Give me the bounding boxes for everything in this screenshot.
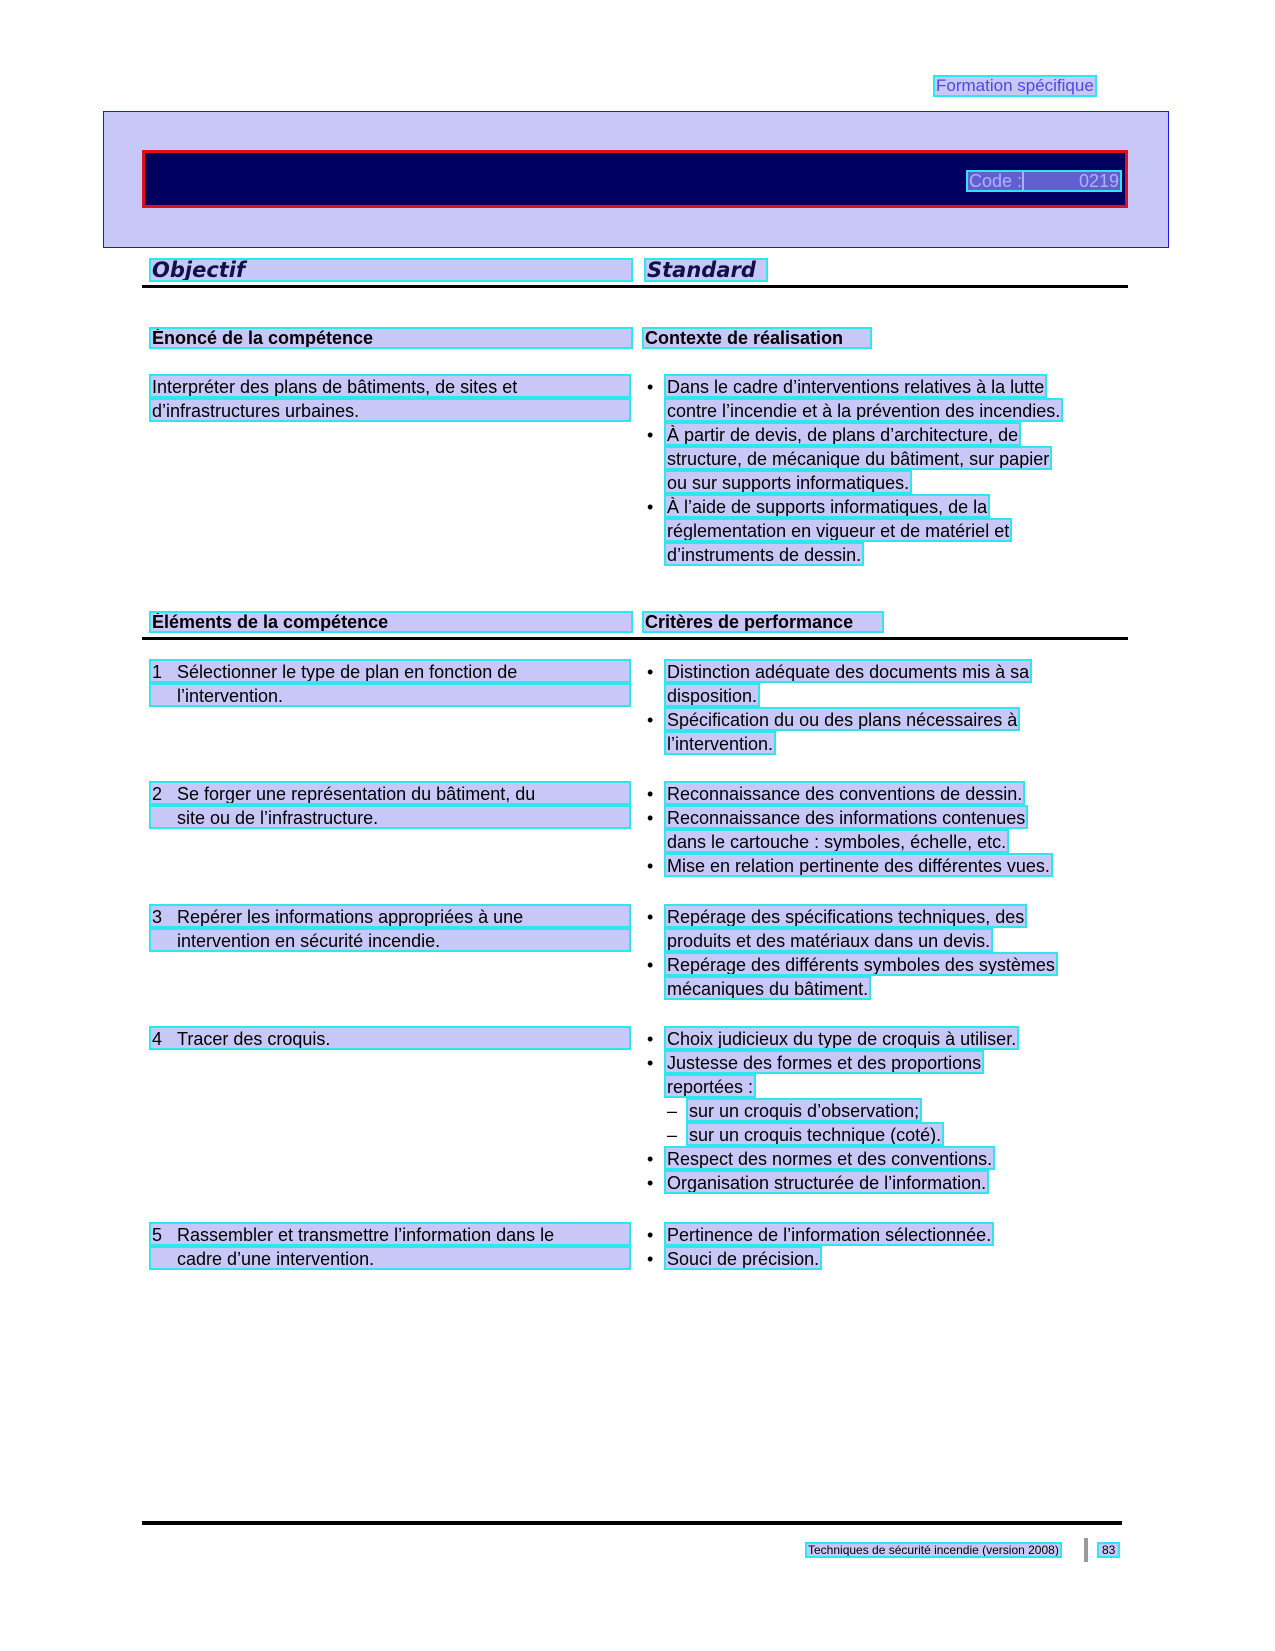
page-number: 83	[1098, 1543, 1119, 1557]
context-line: Dans le cadre d’interventions relatives à la lutte	[667, 377, 1045, 397]
criterion-item	[645, 1027, 1018, 1049]
element-text: Tracer des croquis.	[177, 1029, 331, 1049]
criterion-item	[645, 660, 1031, 706]
criterion-line: Justesse des formes et des proportions	[667, 1053, 982, 1073]
element-number: 2	[152, 784, 163, 804]
criterion-item	[645, 905, 1057, 951]
section-rule	[142, 637, 1128, 640]
elements-title: Éléments de la compétence	[150, 612, 632, 632]
footer-rule	[142, 1521, 1122, 1525]
statement-title: Énoncé de la compétence	[150, 328, 632, 348]
bullet-marker: •	[647, 377, 654, 397]
context-line: contre l’incendie et à la prévention des incendies.	[667, 401, 1061, 421]
footer-program-title: Techniques de sécurité incendie (version 2008)	[808, 1543, 1059, 1557]
bullet-marker: •	[647, 710, 654, 730]
code-separator	[1022, 172, 1024, 190]
dash-marker: –	[667, 1125, 678, 1145]
criteria-list	[645, 782, 1052, 878]
bullet-marker: •	[647, 955, 654, 975]
criterion-line: l’intervention.	[667, 734, 774, 754]
statement-line: Interpréter des plans de bâtiments, de sites et	[150, 375, 630, 397]
criterion-line: disposition.	[667, 686, 758, 706]
competency-element	[150, 1223, 630, 1271]
criterion-line: Pertinence de l’information sélectionnée.	[667, 1225, 992, 1245]
criterion-item	[645, 782, 1052, 804]
bullet-marker: •	[647, 1173, 654, 1193]
sub-criterion	[645, 1123, 1018, 1145]
column-header-standard: Standard	[645, 259, 767, 281]
competency-code	[967, 171, 1121, 191]
criterion-item	[645, 1147, 1018, 1169]
context-item	[645, 423, 1062, 493]
bullet-marker: •	[647, 497, 654, 517]
criterion-line: Distinction adéquate des documents mis à sa	[667, 662, 1030, 682]
element-text: Sélectionner le type de plan en fonction de	[177, 662, 518, 682]
competency-element	[150, 782, 630, 830]
competency-statement	[150, 375, 630, 423]
bullet-marker: •	[647, 808, 654, 828]
statement-line: d’infrastructures urbaines.	[150, 399, 630, 421]
criterion-line: Respect des normes et des conventions.	[667, 1149, 993, 1169]
competency-element	[150, 1027, 630, 1051]
sub-criterion-line: sur un croquis technique (coté).	[689, 1125, 942, 1145]
bullet-marker: •	[647, 662, 654, 682]
context-list	[645, 375, 1062, 567]
code-value: 0219	[1078, 171, 1119, 191]
bullet-marker: •	[647, 907, 654, 927]
element-line: site ou de l’infrastructure.	[150, 806, 630, 828]
bullet-marker: •	[647, 1249, 654, 1269]
criterion-line: produits et des matériaux dans un devis.	[667, 931, 991, 951]
element-line	[150, 905, 630, 927]
bullet-marker: •	[647, 784, 654, 804]
element-text: Repérer les informations appropriées à une	[177, 907, 524, 927]
footer-separator	[1084, 1538, 1088, 1562]
criterion-line: Repérage des spécifications techniques, des	[667, 907, 1025, 927]
context-item	[645, 375, 1062, 421]
criterion-item	[645, 1247, 993, 1269]
criterion-line: Repérage des différents symboles des systèmes	[667, 955, 1055, 975]
element-number: 1	[152, 662, 163, 682]
criterion-item	[645, 806, 1052, 852]
bullet-marker: •	[647, 856, 654, 876]
sub-criterion-line: sur un croquis d’observation;	[689, 1101, 920, 1121]
context-line: ou sur supports informatiques.	[667, 473, 910, 493]
criterion-item	[645, 1051, 1018, 1145]
element-line	[150, 660, 630, 682]
criterion-line: Mise en relation pertinente des différentes vues.	[667, 856, 1050, 876]
criterion-line: mécaniques du bâtiment.	[667, 979, 869, 999]
column-header-objectif: Objectif	[150, 259, 632, 281]
criteria-list	[645, 1223, 993, 1271]
context-title: Contexte de réalisation	[643, 328, 871, 348]
criterion-line: Organisation structurée de l’information.	[667, 1173, 987, 1193]
criterion-line: Choix judicieux du type de croquis à utiliser.	[667, 1029, 1017, 1049]
context-line: À l’aide de supports informatiques, de la	[667, 497, 988, 517]
criterion-item	[645, 953, 1057, 999]
criteria-list	[645, 905, 1057, 1001]
element-number: 4	[152, 1029, 163, 1049]
criterion-line: Souci de précision.	[667, 1249, 820, 1269]
context-line: d’instruments de dessin.	[667, 545, 862, 565]
element-number: 5	[152, 1225, 163, 1245]
dash-marker: –	[667, 1101, 678, 1121]
criterion-line: reportées :	[667, 1077, 754, 1097]
code-label: Code :	[969, 171, 1023, 191]
element-line	[150, 782, 630, 804]
bullet-marker: •	[647, 1149, 654, 1169]
element-line	[150, 1223, 630, 1245]
bullet-marker: •	[647, 425, 654, 445]
element-line: cadre d’une intervention.	[150, 1247, 630, 1269]
sub-criterion	[645, 1099, 1018, 1121]
header-rule	[142, 285, 1128, 288]
criteria-title: Critères de performance	[643, 612, 883, 632]
criterion-item	[645, 854, 1052, 876]
element-line: intervention en sécurité incendie.	[150, 929, 630, 951]
criteria-list	[645, 660, 1031, 756]
competency-element	[150, 660, 630, 708]
program-label: Formation spécifique	[936, 76, 1094, 95]
context-item	[645, 495, 1062, 565]
element-number: 3	[152, 907, 163, 927]
element-text: Rassembler et transmettre l’information dans le	[177, 1225, 555, 1245]
context-line: réglementation en vigueur et de matériel et	[667, 521, 1010, 541]
criterion-item	[645, 1223, 993, 1245]
context-line: À partir de devis, de plans d’architecture, de	[667, 425, 1019, 445]
element-line: l’intervention.	[150, 684, 630, 706]
bullet-marker: •	[647, 1029, 654, 1049]
context-line: structure, de mécanique du bâtiment, sur papier	[667, 449, 1050, 469]
criterion-item	[645, 1171, 1018, 1193]
criteria-list	[645, 1027, 1018, 1195]
element-text: Se forger une représentation du bâtiment, du	[177, 784, 536, 804]
criterion-line: Reconnaissance des conventions de dessin.	[667, 784, 1023, 804]
element-line	[150, 1027, 630, 1049]
criterion-line: Spécification du ou des plans nécessaires à	[667, 710, 1018, 730]
bullet-marker: •	[647, 1053, 654, 1073]
competency-element	[150, 905, 630, 953]
bullet-marker: •	[647, 1225, 654, 1245]
criterion-line: dans le cartouche : symboles, échelle, etc.	[667, 832, 1007, 852]
criterion-item	[645, 708, 1031, 754]
criterion-line: Reconnaissance des informations contenues	[667, 808, 1026, 828]
